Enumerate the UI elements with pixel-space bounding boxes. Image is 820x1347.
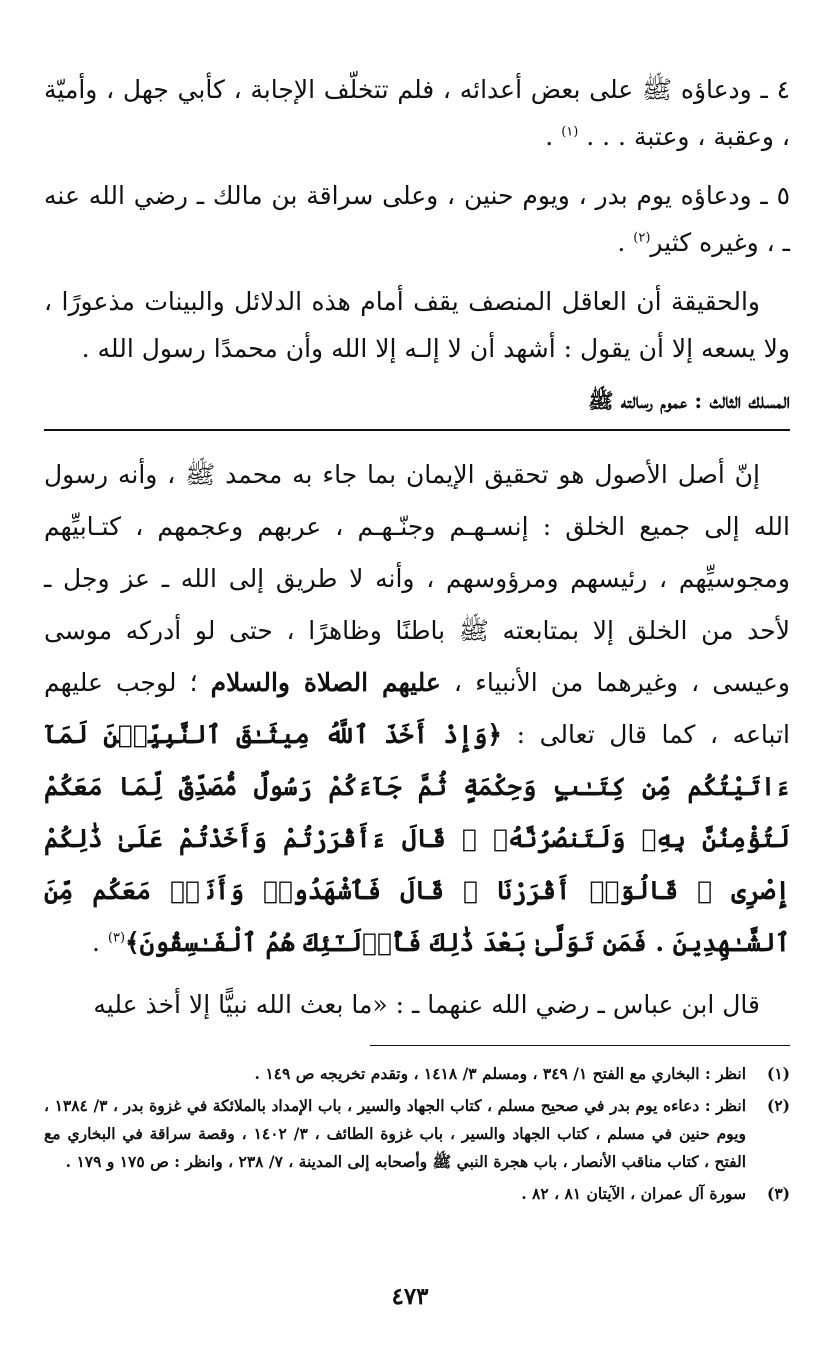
- footnote-reference: (٣): [107, 930, 126, 946]
- paragraph-main: [44, 449, 790, 969]
- paragraph-text-end: .: [617, 228, 634, 257]
- footnotes: [44, 1045, 790, 1212]
- footnote-text: سورة آل عمران ، الآيتان ٨١ ، ٨٢ .: [521, 1184, 746, 1203]
- footnote-number: (١): [766, 1064, 790, 1083]
- footnote-number: (٣): [766, 1184, 790, 1203]
- footnote-divider: [370, 1045, 790, 1046]
- paragraph-text-end: .: [91, 928, 108, 957]
- footnote-number: (٢): [766, 1096, 790, 1115]
- page-body: [44, 66, 790, 1040]
- quran-verse: ﴿وَإِذْ أَخَذَ ٱللَّهُ مِيثَـٰقَ ٱلنَّبِيِّـۧنَ لَمَآ ءَاتَيْتُكُم مِّن كِتَـٰبٍ وَحِكْمَةٍ ثُمَّ جَآءَكُمْ رَسُولٌ مُّصَدِّقٌ لِّمَا مَعَكُمْ لَتُؤْمِنُنَّ بِهِۦ وَلَتَنصُرُنَّهُۥ ۚ قَالَ ءَأَقْرَرْتُمْ وَأَخَذْتُمْ عَلَىٰ ذَٰلِكُمْ إِصْرِى ۖ قَالُوٓا۟ أَقْرَرْنَا ۚ قَالَ فَٱشْهَدُوا۟ وَأَنَا۠ مَعَكُم مِّنَ ٱلشَّـٰهِدِينَ . فَمَن تَوَلَّىٰ بَعْدَ ذَٰلِكَ فَأُو۟لَـٰٓئِكَ هُمُ ٱلْفَـٰسِقُونَ﴾: [44, 720, 790, 957]
- paragraph-text-cont: ؛ لوجب عليهم اتباعه ، كما قال تعالى :: [44, 668, 790, 749]
- paragraph-text: ٥ ـ ودعاؤه يوم بدر ، ويوم حنين ، وعلى سراقة بن مالك ـ رضي الله عنه ـ ، وغيره كثير: [44, 181, 790, 257]
- footnote-text: انظر : دعاءه يوم بدر في صحيح مسلم ، كتاب الجهاد والسير ، باب الإمداد بالملائكة في غزوة بدر ، ٣/ ١٣٨٤ ، ويوم حنين في مسلم ، كتاب الجهاد والسير ، باب غزوة الطائف ، ٣/ ١٤٠٢ ، وقصة سراقة في البخاري مع الفتح ، كتاب مناقب الأنصار ، باب هجرة النبي ﷺ وأصحابه إلى المدينة ، ٧/ ٢٣٨ ، وانظر : ص ١٧٥ و ١٧٩ .: [44, 1096, 747, 1171]
- paragraph-item-5: [44, 172, 790, 266]
- page-number: ٤٧٣: [391, 1283, 429, 1310]
- paragraph-text-end: .: [545, 122, 562, 151]
- footnote-item: [44, 1060, 790, 1088]
- paragraph-conclusion: [44, 278, 790, 372]
- section-heading: المسلك الثالث : عموم رسالته ﷺ: [44, 384, 790, 431]
- emphasis-text: عليهم الصلاة والسلام: [210, 668, 441, 697]
- paragraph-text: والحقيقة أن العاقل المنصف يقف أمام هذه الدلائل والبينات مذعورًا ، ولا يسعه إلا أن يقول : أشهد أن لا إلـه إلا الله وأن محمدًا رسول الله .: [44, 287, 790, 363]
- paragraph-item-4: [44, 66, 790, 160]
- footnote-text: انظر : البخاري مع الفتح ١/ ٣٤٩ ، ومسلم ٣/ ١٤١٨ ، وتقدم تخريجه ص ١٤٩ .: [254, 1064, 746, 1083]
- paragraph-text: إنّ أصل الأصول هو تحقيق الإيمان بما جاء به محمد ﷺ ، وأنه رسول الله إلى جميع الخلق : إنسـهـم وجنّـهـم ، عربهم وعجمهم ، كتـابيِّهم ومجوسيِّهم ، رئيسهم ومرؤوسهم ، وأنه لا طريق إلى الله ـ عز وجل ـ لأحد من الخلق إلا بمتابعته ﷺ باطنًا وظاهرًا ، حتى لو أدركه موسى وعيسى ، وغيرهما من الأنبياء ،: [44, 460, 790, 697]
- footnote-item: [44, 1092, 790, 1176]
- footnote-item: [44, 1180, 790, 1208]
- paragraph-text: قال ابن عباس ـ رضي الله عنهما ـ : «ما بعث الله نبيًّا إلا أخذ عليه: [93, 990, 760, 1019]
- footnote-reference: (٢): [633, 230, 651, 246]
- footnote-reference: (١): [561, 124, 579, 140]
- paragraph-text: ٤ ـ ودعاؤه ﷺ على بعض أعدائه ، فلم تتخلّف الإجابة ، كأبي جهل ، وأميّة ، وعقبة ، وعتبة . . .: [44, 75, 790, 151]
- paragraph-last: [44, 981, 790, 1028]
